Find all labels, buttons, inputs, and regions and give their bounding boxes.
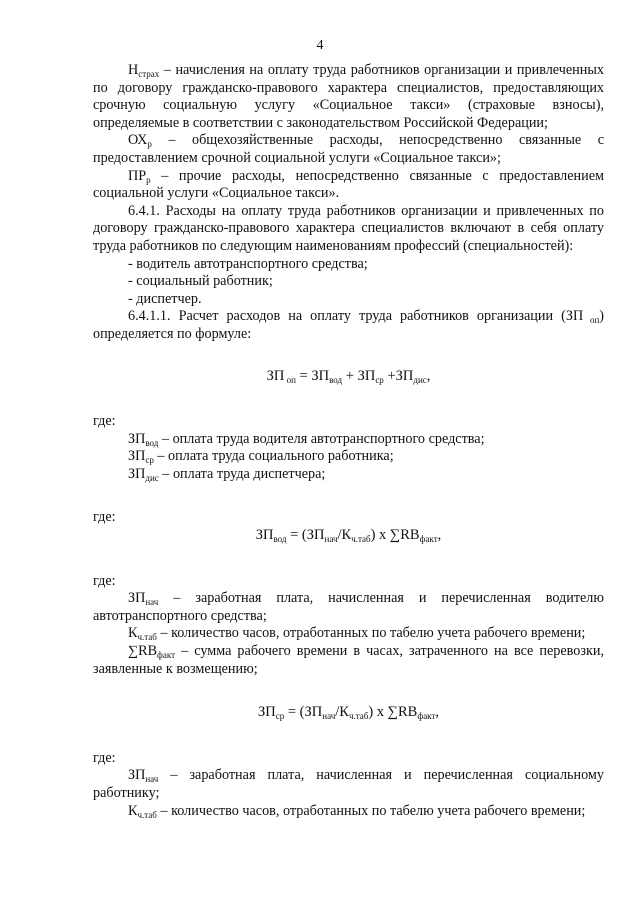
formula-term: ЗП (357, 367, 376, 384)
list-item: - водитель автотранспортного средства; (128, 255, 368, 272)
symbol: ЗП (128, 430, 146, 447)
formula-term: ЗП (311, 367, 330, 384)
definition-text: – оплата труда водителя автотранспортного средства; (158, 430, 485, 447)
formula-term: = (ЗП (284, 704, 323, 721)
symbol: К (128, 625, 138, 642)
paragraph-6-4-1: 6.4.1. Расходы на оплату труда работников организации и привлеченных по договору гражданско-правового характера специалистов включают в себя оплату труда работников по следующим наименованиям профессий (специальностей): (93, 202, 604, 254)
formula-subscript: ч.таб (348, 711, 369, 722)
formula-operator: , (435, 704, 439, 721)
where-label: где: (93, 509, 116, 526)
symbol-subscript: ч.таб (137, 809, 157, 820)
where-label: где: (93, 749, 116, 766)
symbol-subscript: факт (157, 650, 176, 661)
formula-term: /К (337, 527, 352, 544)
formula-term: ) х ∑RB (368, 704, 418, 721)
paragraph-text: – начисления на оплату труда работников организации и привлеченных по договору гражданско-правового характера специалистов, предоставляющих срочную социальную услугу «Социальное такси» (страховые взносы), определяемые в соответствии с законодательством Российской Федерации; (93, 62, 604, 131)
formula-term: = (ЗП (286, 527, 325, 544)
formula-operator: + (342, 367, 358, 384)
formula-driver (93, 527, 604, 545)
formula-term: ЗП (395, 367, 414, 384)
formula-subscript: вод (273, 534, 287, 545)
formula-operator: = (295, 367, 312, 384)
document-body (93, 0, 604, 820)
where-label: где: (93, 413, 116, 430)
formula-subscript: ч.таб (351, 534, 371, 545)
symbol: ЗП (128, 465, 146, 482)
formula-subscript: оп (284, 374, 296, 385)
symbol-subscript: р (147, 139, 152, 150)
symbol-subscript: оп (583, 315, 600, 326)
formula-term: ) х ∑RB (370, 527, 420, 544)
symbol: ОХ (128, 132, 148, 149)
symbol-subscript: нач (145, 774, 159, 785)
definition-text: – оплата труда социального работника; (153, 448, 394, 465)
symbol: ∑RB (128, 643, 158, 660)
symbol: ЗП (128, 590, 146, 607)
formula-subscript: нач (322, 711, 336, 722)
symbol: ПР (128, 167, 147, 184)
symbol-subscript: нач (145, 597, 159, 608)
symbol: Н (128, 62, 139, 78)
symbol-subscript: ср (145, 455, 154, 466)
formula-total (93, 368, 604, 386)
formula-operator: , (437, 527, 442, 544)
formula-term: /К (335, 704, 349, 721)
symbol: К (128, 802, 138, 819)
where-label: где: (93, 572, 116, 589)
formula-term: ЗП (255, 527, 274, 544)
formula-subscript: факт (417, 711, 436, 722)
formula-social-worker (93, 704, 604, 722)
page-number: 4 (316, 38, 324, 53)
list-item: - диспетчер. (128, 290, 202, 307)
formula-subscript: ср (375, 374, 384, 385)
formula-subscript: ср (275, 711, 285, 722)
paragraph-okh (93, 132, 604, 167)
definition-item (93, 643, 604, 678)
symbol-subscript: ч.таб (137, 632, 157, 643)
definition-item (93, 803, 604, 821)
symbol: ЗП (128, 767, 146, 784)
paragraph-text: – прочие расходы, непосредственно связанные с предоставлением социальной услуги «Социальное такси». (93, 167, 604, 202)
paragraph-6-4-1-1 (93, 308, 604, 343)
formula-term: ЗП (266, 367, 285, 384)
paragraph-text: ) определяется по формуле: (93, 308, 604, 342)
definition-text: – заработная плата, начисленная и перечисленная водителю автотранспортного средства; (93, 590, 604, 624)
formula-subscript: дис (413, 374, 427, 385)
symbol-subscript: дис (145, 472, 159, 483)
definition-item (93, 767, 604, 802)
definition-text: – количество часов, отработанных по табелю учета рабочего времени; (156, 802, 586, 819)
paragraph-pr (93, 168, 604, 203)
definition-text: – заработная плата, начисленная и перечисленная социальному работнику; (93, 767, 604, 801)
definition-text: – оплата труда диспетчера; (158, 465, 326, 482)
list-item: - социальный работник; (128, 273, 273, 290)
formula-subscript: нач (324, 534, 338, 545)
definition-item (93, 590, 604, 625)
definition-item (93, 625, 604, 643)
symbol-subscript: страх (138, 69, 160, 79)
formula-operator: + (383, 367, 396, 384)
definition-item (93, 448, 604, 466)
definition-text: – количество часов, отработанных по табелю учета рабочего времени; (156, 625, 586, 642)
formula-term: ЗП (258, 704, 276, 721)
formula-subscript: вод (329, 374, 343, 385)
definition-item (93, 466, 604, 484)
definition-text: – сумма рабочего времени в часах, затраченного на все перевозки, заявленные к возмещению; (93, 643, 604, 677)
paragraph-text: – общехозяйственные расходы, непосредственно связанные с предоставлением срочной социальной услуги «Социальное такси»; (93, 132, 604, 166)
symbol-subscript: вод (145, 437, 159, 448)
paragraph-text: 6.4.1.1. Расчет расходов на оплату труда работников организации (ЗП (128, 308, 584, 325)
formula-operator: , (426, 367, 431, 384)
symbol: ЗП (128, 448, 146, 465)
paragraph-strakh (93, 62, 604, 132)
formula-subscript: факт (419, 534, 438, 545)
symbol-subscript: р (146, 174, 151, 185)
definition-item (93, 431, 604, 449)
